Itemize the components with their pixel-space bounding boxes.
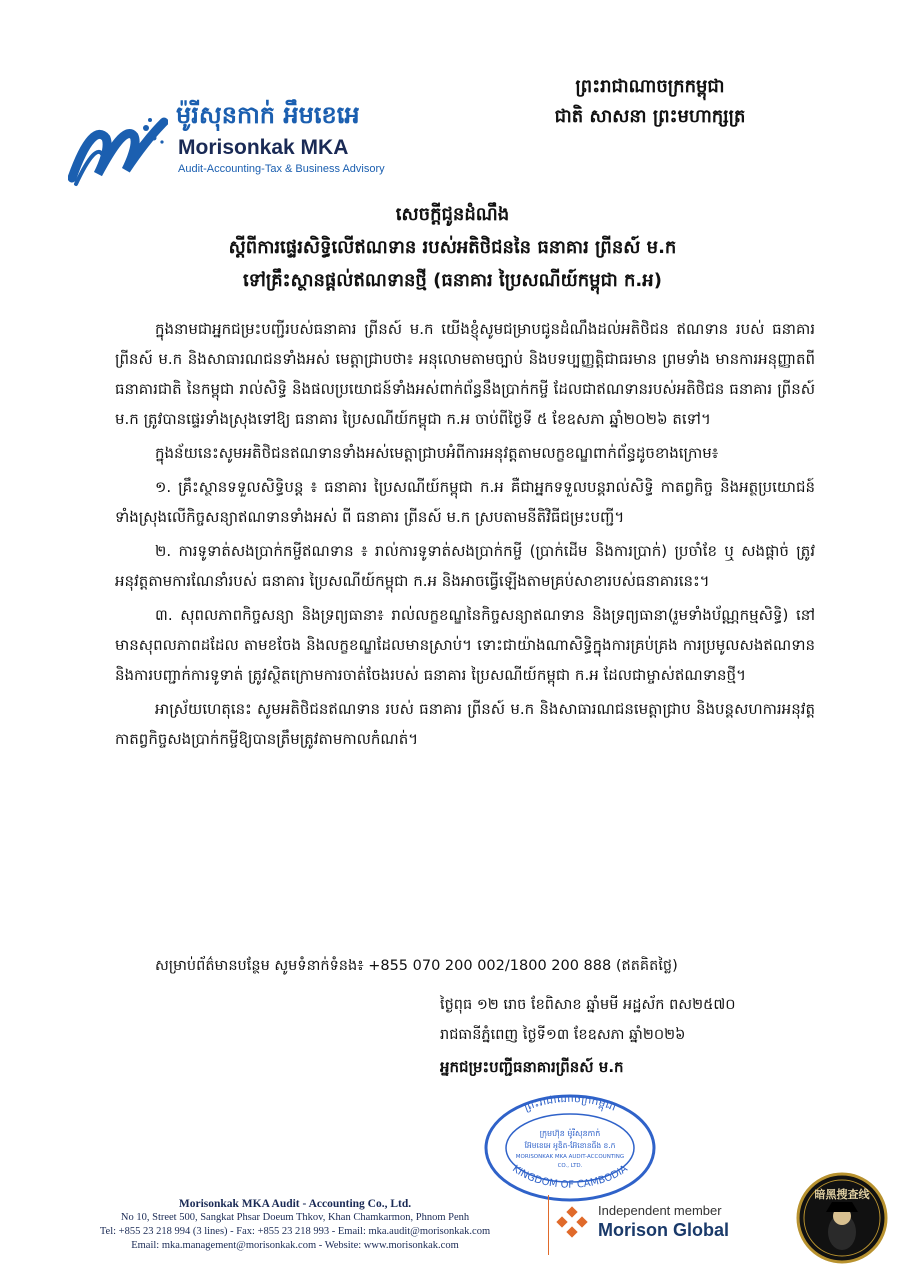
- footer-company-info: [40, 1197, 550, 1253]
- notice-title: [80, 198, 825, 297]
- morison-global-logo-icon: [556, 1206, 588, 1238]
- stamp-ring-bottom: KINGDOM OF CAMBODIA: [510, 1163, 630, 1191]
- closing-paragraph: អាស្រ័យហេតុនេះ សូមអតិថិជនឥណទាន របស់ ធនាគារ ព្រីនស៍ ម.ក និងសាធារណជនមេត្តាជ្រាប និងបន្តសហការអនុវត្តកាតព្វកិច្ចសងប្រាក់កម្ចីឱ្យបានត្រឹមត្រូវតាមកាលកំណត់។: [115, 700, 815, 748]
- solar-date: រាជធានីភ្នំពេញ ថ្ងៃទី១៣ ខែឧសភា ឆ្នាំ២០២៦: [440, 1027, 686, 1043]
- footer-phones: Tel: +855 23 218 994 (3 lines) - Fax: +855 23 218 993 - Email: mka.audit@morisonkak.com: [99, 1226, 491, 1237]
- title-line-2: ស្ដីពីការផ្ទេរសិទ្ធិលើឥណទាន របស់អតិថិជននៃ ធនាគារ ព្រីនស៍ ម.ក: [228, 237, 677, 258]
- title-line-1: សេចក្ដីជូនដំណឹង: [395, 204, 510, 225]
- stamp-ring-top: ព្រះរាជាណាចក្រកម្ពុជា: [522, 1091, 619, 1114]
- morisonkak-logo-icon: [68, 108, 168, 188]
- watermark-text: 暗黑搜查线: [814, 1188, 870, 1201]
- item-3-paragraph: ៣. សុពលភាពកិច្ចសន្យា និងទ្រព្យធានា៖ រាល់លក្ខខណ្ឌនៃកិច្ចសន្យាឥណទាន និងទ្រព្យធានា(រួមទាំងប័ណ្ណកម្មសិទ្ធិ) នៅមានសុពលភាពដដែល តាមខចែង និងលក្ខខណ្ឌដែលមានស្រាប់។ ទោះជាយ៉ាងណាសិទ្ធិក្នុងការគ្រប់គ្រង ការប្រមូលសងឥណទាន និងការបញ្ជាក់ការទូទាត់ ត្រូវស្ថិតក្រោមការចាត់ចែងរបស់ ធនាគារ ប្រៃសណីយ៍កម្ពុជា ក.អ ដែលជាម្ចាស់ឥណទានថ្មី។: [115, 606, 815, 684]
- footer-company-name: Morisonkak MKA Audit - Accounting Co., Ltd.: [178, 1198, 412, 1210]
- kingdom-motto: [520, 72, 780, 132]
- kingdom-line-1: ព្រះរាជាណាចក្រកម្ពុជា: [575, 76, 725, 97]
- signer-title: អ្នកជម្រះបញ្ជីធនាគារព្រីនស៍ ម.ក: [440, 1058, 624, 1076]
- independent-member-label: Independent member: [598, 1203, 722, 1218]
- title-line-3: ទៅគ្រឹះស្ថានផ្ដល់ឥណទានថ្មី (ធនាគារ ប្រៃសណីយ៍កម្ពុជា ក.អ): [243, 270, 662, 291]
- lunar-date: ថ្ងៃពុធ ១២ រោច ខែពិសាខ ឆ្នាំមមី អដ្ឋស័ក ពស២៥៧០: [440, 997, 736, 1013]
- item-1-paragraph: ១. គ្រឹះស្ថានទទួលសិទ្ធិបន្ត ៖ ធនាគារ ប្រៃសណីយ៍កម្ពុជា ក.អ គឺជាអ្នកទទួលបន្តរាល់សិទ្ធិ កាតព្វកិច្ច និងអត្ថប្រយោជន៍ទាំងស្រុងលើកិច្ចសន្យាឥណទានទាំងអស់ ពី ធនាគារ ព្រីនស៍ ម.ក ស្របតាមនីតិវិធីជម្រះបញ្ជី។: [115, 478, 815, 526]
- stamp-center-line-3: MORISONKAK MKA AUDIT-ACCOUNTING: [515, 1154, 625, 1160]
- date-block: [440, 990, 830, 1050]
- kingdom-line-2: ជាតិ សាសនា ព្រះមហាក្សត្រ: [554, 106, 746, 127]
- stamp-center-line-4: CO., LTD.: [557, 1163, 583, 1169]
- stamp-center-line-2: អ៊ែមខេអេ អូឌិត-អ៊ែខោនធីង ខ.ក: [524, 1141, 616, 1150]
- lead-paragraph: ក្នុងន័យនេះសូមអតិថិជនឥណទានទាំងអស់មេត្តាជ្រាបអំពីការអនុវត្តតាមលក្ខខណ្ឌពាក់ព័ន្ធដូចខាងក្រោម៖: [155, 444, 719, 462]
- footer-address: No 10, Street 500, Sangkat Phsar Doeum Thkov, Khan Chamkarmon, Phnom Penh: [120, 1212, 470, 1223]
- footer-divider: [548, 1195, 549, 1255]
- stamp-center-line-1: ក្រុមហ៊ុន ម៉ូរីសុនកាក់: [539, 1129, 601, 1138]
- morison-global-name: Morison Global: [598, 1220, 730, 1240]
- logo-khmer-name: ម៉ូរីសុនកាក់ អឹមខេអេ: [176, 101, 360, 129]
- watermark-badge-icon: [796, 1172, 888, 1264]
- logo-tagline: Audit-Accounting-Tax & Business Advisory: [178, 163, 385, 175]
- footer-emails: Email: mka.management@morisonkak.com - Website: www.morisonkak.com: [131, 1240, 459, 1251]
- notice-body: [115, 314, 815, 758]
- item-2-paragraph: ២. ការទូទាត់សងប្រាក់កម្ចីឥណទាន ៖ រាល់ការទូទាត់សងប្រាក់កម្ចី (ប្រាក់ដើម និងការប្រាក់) ប្រចាំខែ ឬ សងផ្ដាច់ ត្រូវអនុវត្តតាមការណែនាំរបស់ ធនាគារ ប្រៃសណីយ៍កម្ពុជា ក.អ និងអាចធ្វើឡើងតាមគ្រប់សាខារបស់ធនាគារនេះ។: [115, 542, 815, 590]
- contact-line: សម្រាប់ព័ត៌មានបន្ថែម សូមទំនាក់ទំនង៖ +855 070 200 002/1800 200 888 (ឥតគិតថ្លៃ): [155, 958, 678, 974]
- logo-english-name: Morisonkak MKA: [178, 136, 349, 159]
- svg-text:ព្រះរាជាណាចក្រកម្ពុជា: [522, 1092, 618, 1114]
- company-stamp-icon: [480, 1090, 660, 1202]
- intro-paragraph: ក្នុងនាមជាអ្នកជម្រះបញ្ជីរបស់ធនាគារ ព្រីនស៍ ម.ក យើងខ្ញុំសូមជម្រាបជូនដំណឹងដល់អតិថិជន ឥណទាន របស់ ធនាគារ ព្រីនស៍ ម.ក និងសាធារណជនទាំងអស់ មេត្តាជ្រាបថា៖ អនុលោមតាមច្បាប់ និងបទប្បញ្ញត្តិជាធរមាន ព្រមទាំង មានការអនុញ្ញាតពី ធនាគារជាតិ នៃកម្ពុជា រាល់សិទ្ធិ និងផលប្រយោជន៍ទាំងអស់ពាក់ព័ន្ធនឹងប្រាក់កម្ចី ដែលជាឥណទានរបស់អតិថិជន ធនាគារ ព្រីនស៍ ម.ក ត្រូវបានផ្ទេរទាំងស្រុងទៅឱ្យ ធនាគារ ប្រៃសណីយ៍កម្ពុជា ក.អ ចាប់ពីថ្ងៃទី ៥ ខែឧសភា ឆ្នាំ២០២៦ តទៅ។: [115, 320, 815, 428]
